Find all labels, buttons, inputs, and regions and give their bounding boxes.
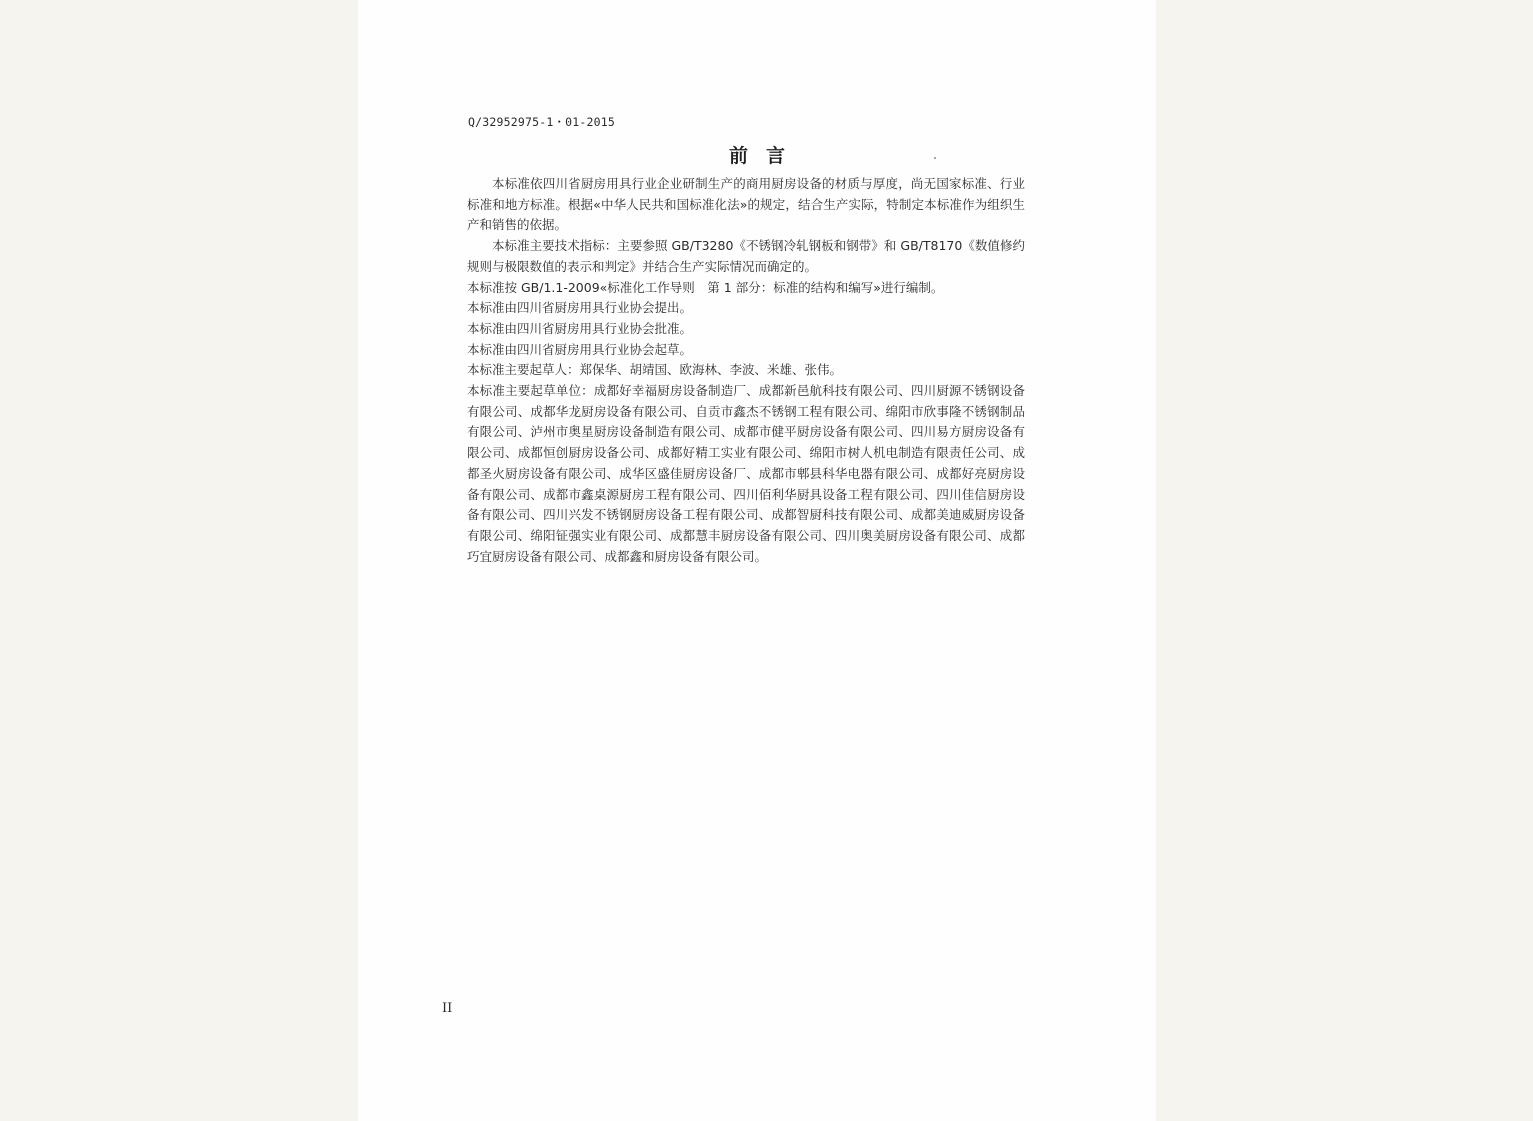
paragraph-main-drafters: 本标准主要起草人：郑保华、胡靖国、欧海林、李波、米雄、张伟。 bbox=[467, 362, 843, 378]
document-page bbox=[358, 0, 1156, 1121]
paragraph-basis: 本标准依四川省厨房用具行业企业研制生产的商用厨房设备的材质与厚度，尚无国家标准、行业标准和地方标准。根据«中华人民共和国标准化法»的规定，结合生产实际，特制定本标准作为组织生产和销售的依据。 bbox=[467, 176, 1025, 233]
paragraph-technical-indicators: 本标准主要技术指标：主要参照 GB/T3280《不锈钢冷轧钢板和钢带》和 GB/T8170《数值修约规则与极限数值的表示和判定》并结合生产实际情况而确定的。 bbox=[467, 238, 1025, 274]
paragraph-approved-by: 本标准由四川省厨房用具行业协会批准。 bbox=[467, 320, 693, 336]
paragraph-drafting-rules: 本标准按 GB/1.1-2009«标准化工作导则 第 1 部分：标准的结构和编写»进行编制。 bbox=[467, 279, 944, 295]
paragraph-proposed-by: 本标准由四川省厨房用具行业协会提出。 bbox=[467, 300, 693, 316]
foreword-body bbox=[467, 174, 1025, 567]
page-number: II bbox=[442, 1001, 453, 1016]
document-code: Q/32952975-1・01-2015 bbox=[468, 115, 616, 129]
paragraph-drafting-units: 本标准主要起草单位：成都好幸福厨房设备制造厂、成都新邑航科技有限公司、四川厨源不锈钢设备有限公司、成都华龙厨房设备有限公司、自贡市鑫杰不锈钢工程有限公司、绵阳市欣事隆不锈钢制品有限公司、泸州市奥星厨房设备制造有限公司、成都市健平厨房设备有限公司、四川易方厨房设备有限公司、成都恒创厨房设备公司、成都好精工实业有限公司、绵阳市树人机电制造有限责任公司、成都圣火厨房设备有限公司、成华区盛佳厨房设备厂、成都市郫县科华电器有限公司、成都好亮厨房设备有限公司、成都市鑫桌源厨房工程有限公司、四川佰利华厨具设备工程有限公司、四川佳信厨房设备有限公司、四川兴发不锈钢厨房设备工程有限公司、成都智厨科技有限公司、成都美迪威厨房设备有限公司、绵阳钲强实业有限公司、成都慧丰厨房设备有限公司、四川奥美厨房设备有限公司、成都巧宜厨房设备有限公司、成都鑫和厨房设备有限公司。 bbox=[467, 383, 1025, 564]
page-title: 前言 bbox=[728, 145, 803, 167]
scan-speck bbox=[934, 157, 936, 159]
paragraph-drafted-by: 本标准由四川省厨房用具行业协会起草。 bbox=[467, 341, 693, 357]
